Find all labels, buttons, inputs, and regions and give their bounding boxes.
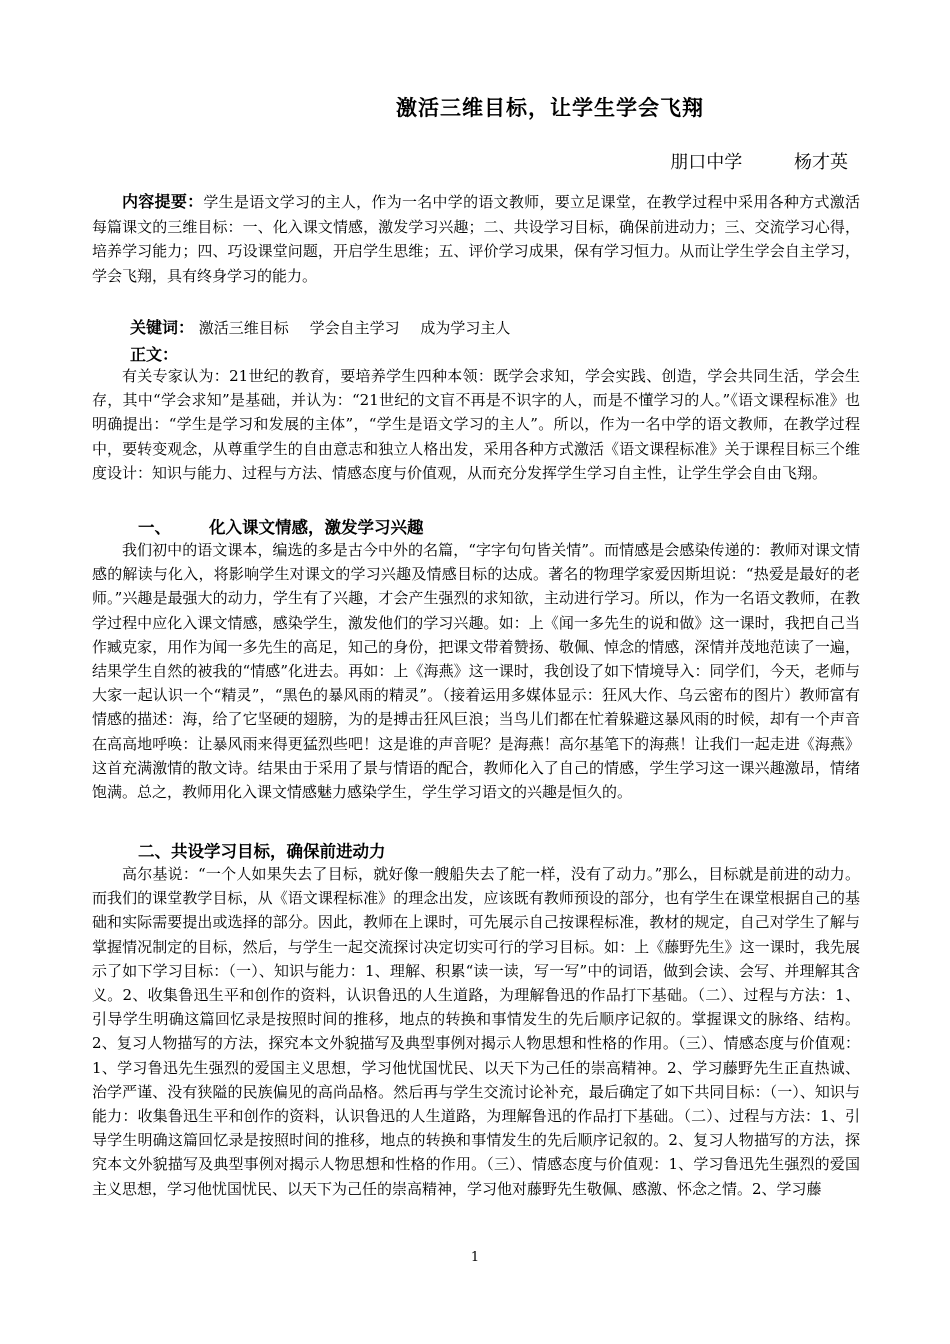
- body-label: 正文：: [130, 345, 179, 364]
- keywords-label: 关键词：: [130, 318, 195, 337]
- page-number: 1: [470, 1250, 480, 1265]
- school-name: 朋口中学: [670, 152, 743, 173]
- abstract-label: 内容提要：: [122, 192, 204, 211]
- section-2-paragraph: 高尔基说：“一个人如果失去了目标，就好像一艘船失去了舵一样，没有了动力。”那么，目标就是前进的动力。而我们的课堂教学目标，从《语文课程标准》的理念出发，应该既有教师预设的部分，也有学生在课堂根据自己的基础和实际需要提出或选择的部分。因此，教师在上课时，可先展示自己按课程标准，教材的规定，自己对学生了解与掌握情况制定的目标，然后，与学生一起交流探讨决定切实可行的学习目标。如：上《藤野先生》这一课时，我先展示了如下学习目标：（一）、知识与能力：1、理解、积累“读一读，写一写”中的词语，做到会读、会写、并理解其含义。2、收集鲁迅生平和创作的资料，认识鲁迅的人生道路，为理解鲁迅的作品打下基础。（二）、过程与方法：1、引导学生明确这篇回忆录是按照时间的推移，地点的转换和事情发生的先后顺序记叙的。掌握课文的脉络、结构。2、复习人物描写的方法，探究本文外貌描写及典型事例对揭示人物思想和性格的作用。（三）、情感态度与价值观：1、学习鲁迅先生强烈的爱国主义思想，学习他忧国忧民、以天下为己任的崇高精神。2、学习藤野先生正直热诚、治学严谨、没有狭隘的民族偏见的高尚品格。然后再与学生交流讨论补充，最后确定了如下共同目标：（一）、知识与能力：收集鲁迅生平和创作的资料，认识鲁迅的人生道路，为理解鲁迅的作品打下基础。（二）、过程与方法：1、引导学生明确这篇回忆录是按照时间的推移，地点的转换和事情发生的先后顺序记叙的。2、复习人物描写的方法，探究本文外貌描写及典型事例对揭示人物思想和性格的作用。（三）、情感态度与价值观：1、学习鲁迅先生强烈的爱国主义思想，学习他忧国忧民、以天下为己任的崇高精神，学习他对藤野先生敬佩、感激、怀念之情。2、学习藤: [92, 865, 860, 1198]
- byline: [670, 148, 848, 174]
- section-1-paragraph: 我们初中的语文课本，编选的多是古今中外的名篇，“字字句句皆关情”。而情感是会感染传递的：教师对课文情感的解读与化入，将影响学生对课文的学习兴趣及情感目标的达成。著名的物理学家爱因斯坦说：“热爱是最好的老师。”兴趣是最强大的动力，学生有了兴趣，才会产生强烈的求知欲，主动进行学习。所以，作为一名语文教师，在教学过程中应化入课文情感，感染学生，激发他们的学习兴趣。如：上《闻一多先生的说和做》这一课时，我把自己当作臧克家，用作为闻一多先生的高足，知己的身份，把课文带着赞扬、敬佩、悼念的情感，深情并茂地范读了一遍，结果学生自然的被我的“情感”化进去。再如：上《海燕》这一课时，我创设了如下情境导入：同学们，今天，老师与大家一起认识一个“精灵”，“黑色的暴风雨的精灵”。（接着运用多媒体显示：狂风大作、乌云密布的图片）教师富有情感的描述：海，给了它坚硬的翅膀，为的是搏击狂风巨浪；当鸟儿们都在忙着躲避这暴风雨的时候，却有一个声音在高高地呼唤：让暴风雨来得更猛烈些吧！这是谁的声音呢？是海燕！高尔基笔下的海燕！让我们一起走进《海燕》这首充满激情的散文诗。结果由于采用了景与情语的配合，教师化入了自己的情感，学生学习这一课兴趣激昂，情绪饱满。总之，教师用化入课文情感魅力感染学生，学生学习语文的兴趣是恒久的。: [92, 541, 860, 802]
- section-heading-2: 二、共设学习目标，确保前进动力: [138, 842, 386, 861]
- abstract-text: 学生是语文学习的主人，作为一名中学的语文教师，要立足课堂，在教学过程中采用各种方式激活每篇课文的三维目标：一、化入课文情感，激发学习兴趣；二、共设学习目标，确保前进动力；三、交流学习心得，培养学习能力；四、巧设课堂问题，开启学生思维；五、评价学习成果，保有学习恒力。从而让学生学会自主学习，学会飞翔，具有终身学习的能力。: [92, 193, 860, 285]
- keywords-line: [130, 315, 526, 338]
- keyword-item: 成为学习主人: [420, 319, 511, 337]
- author-name: 杨才英: [794, 152, 848, 173]
- keyword-item: 激活三维目标: [198, 319, 289, 337]
- section-number: 一、: [138, 518, 171, 537]
- document-title: 激活三维目标，让学生学会飞翔: [396, 96, 704, 120]
- section-heading-text: 化入课文情感，激发学习兴趣: [209, 518, 424, 537]
- keyword-item: 学会自主学习: [309, 319, 400, 337]
- section-heading-1: [138, 514, 424, 538]
- abstract-paragraph: [92, 190, 860, 288]
- intro-paragraph: 有关专家认为：21世纪的教育，要培养学生四种本领：既学会求知，学会实践、创造，学会共同生活，学会生存，其中“学会求知”是基础，并认为：“21世纪的文盲不再是不识字的人，而是不懂学习的人。”《语文课程标准》也明确提出：“学生是学习和发展的主体”，“学生是语文学习的主人”。所以，作为一名中学的语文教师，在教学过程中，要转变观念，从尊重学生的自由意志和独立人格出发，采用各种方式激活《语文课程标准》关于课程目标三个维度设计：知识与能力、过程与方法、情感态度与价值观，从而充分发挥学生学习自主性，让学生学会自由飞翔。: [92, 367, 860, 482]
